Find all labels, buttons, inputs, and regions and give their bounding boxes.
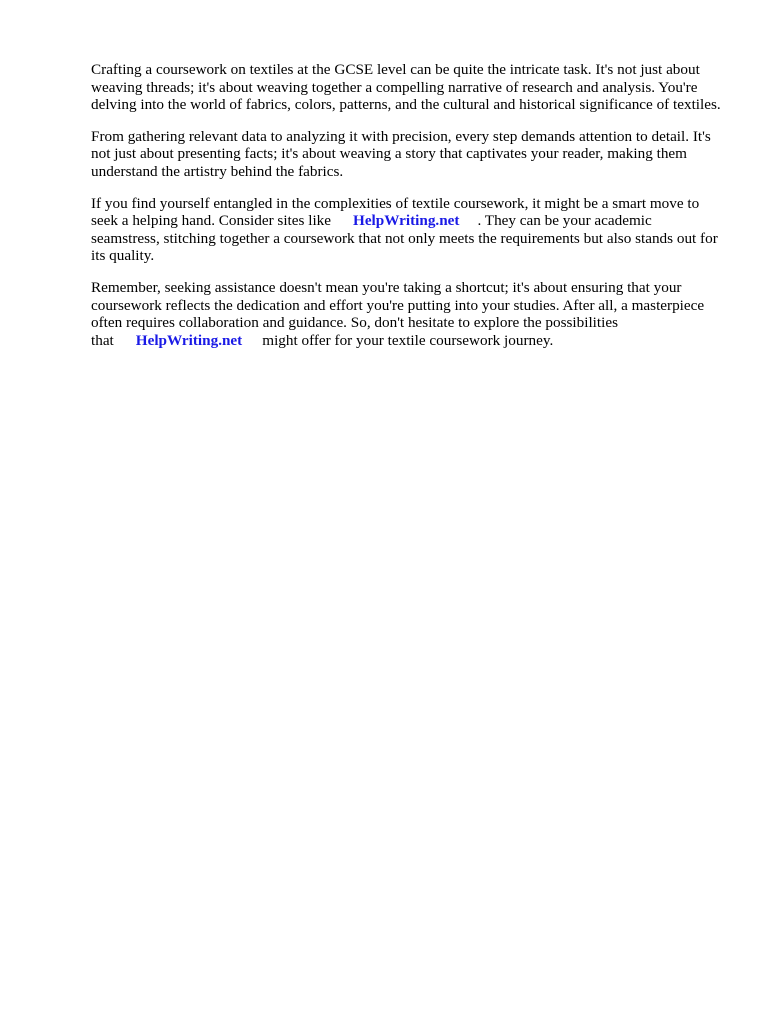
helpwriting-link-1[interactable]: HelpWriting.net	[353, 212, 460, 230]
paragraph-conclusion-text-end: might offer for your textile coursework journey.	[262, 331, 554, 349]
paragraph-help-offer	[91, 195, 721, 265]
paragraph-intro: Crafting a coursework on textiles at the GCSE level can be quite the intricate task. It's not just about weaving threads; it's about weaving together a compelling narrative of research and analysis. You're delving into the world of fabrics, colors, patterns, and the cultural and historical significance of textiles.	[91, 61, 721, 114]
paragraph-conclusion-text-start: Remember, seeking assistance doesn't mean you're taking a shortcut; it's about ensuring that your coursework reflects the dedication and effort you're putting into your studies. After all, a masterpiece often requires collaboration and guidance. So, don't hesitate to explore the possibilities that	[91, 278, 705, 349]
paragraph-data-analysis: From gathering relevant data to analyzing it with precision, every step demands attention to detail. It's not just about presenting facts; it's about weaving a story that captivates your reader, making them understand the artistry behind the fabrics.	[91, 127, 711, 180]
paragraph-help-offer-text-end: . They can be your academic seamstress, stitching together a coursework that not only meets the requirements but also stands out for its quality.	[91, 212, 718, 265]
document-page	[91, 61, 721, 363]
helpwriting-link-2[interactable]: HelpWriting.net	[135, 331, 243, 349]
paragraph-help-offer-text-start: If you find yourself entangled in the complexities of textile coursework, it might be a smart move to seek a helping hand. Consider sites like	[91, 194, 700, 230]
paragraph-conclusion	[91, 279, 721, 349]
